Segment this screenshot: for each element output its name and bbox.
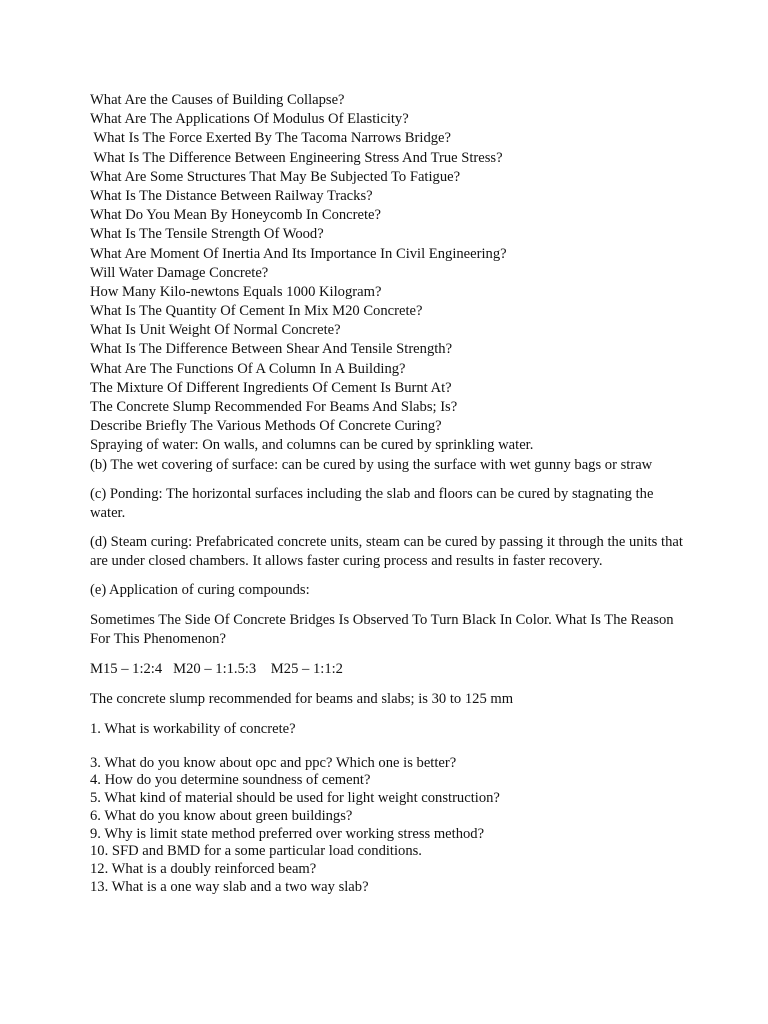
paragraph-ponding: (c) Ponding: The horizontal surfaces including the slab and floors can be cured by stagnating the water. <box>90 485 654 521</box>
numbered-question: 12. What is a doubly reinforced beam? <box>90 860 317 877</box>
question-line: What Are Moment Of Inertia And Its Importance In Civil Engineering? <box>90 245 507 262</box>
paragraph-steam-curing: (d) Steam curing: Prefabricated concrete units, steam can be cured by passing it through the units that are under closed chambers. It allows faster curing process and results in faster recovery. <box>90 533 683 569</box>
question-line: What Is The Difference Between Shear And Tensile Strength? <box>90 341 453 358</box>
question-line: What Is Unit Weight Of Normal Concrete? <box>90 322 341 339</box>
question-line: What Is The Quantity Of Cement In Mix M20 Concrete? <box>90 303 423 320</box>
question-line: What Is The Force Exerted By The Tacoma Narrows Bridge? <box>90 130 452 147</box>
numbered-question: 4. How do you determine soundness of cement? <box>90 772 371 789</box>
question-line: The Mixture Of Different Ingredients Of Cement Is Burnt At? <box>90 379 452 396</box>
question-line: What Is The Difference Between Engineering Stress And True Stress? <box>90 149 503 166</box>
document-page <box>90 91 690 896</box>
curing-method-line: Spraying of water: On walls, and columns can be cured by sprinkling water. <box>90 437 534 454</box>
paragraph-mix-ratios: M15 – 1:2:4 M20 – 1:1.5:3 M25 – 1:1:2 <box>90 660 343 677</box>
question-line: What Are The Applications Of Modulus Of Elasticity? <box>90 111 409 128</box>
question-list-top <box>90 91 690 475</box>
question-line: What Are The Functions Of A Column In A Building? <box>90 360 406 377</box>
question-line: Will Water Damage Concrete? <box>90 264 269 281</box>
question-line: What Is The Distance Between Railway Tracks? <box>90 187 373 204</box>
paragraph-slump: The concrete slump recommended for beams and slabs; is 30 to 125 mm <box>90 690 514 707</box>
question-line: The Concrete Slump Recommended For Beams And Slabs; Is? <box>90 399 458 415</box>
question-list-bottom <box>90 755 690 897</box>
question-line: What Do You Mean By Honeycomb In Concrete? <box>90 207 382 224</box>
numbered-question: 6. What do you know about green buildings? <box>90 807 353 824</box>
numbered-question: 3. What do you know about opc and ppc? Which one is better? <box>90 754 457 771</box>
numbered-question: 9. Why is limit state method preferred over working stress method? <box>90 825 485 842</box>
numbered-question: 5. What kind of material should be used for light weight construction? <box>90 790 500 807</box>
paragraph-black-bridges: Sometimes The Side Of Concrete Bridges Is Observed To Turn Black In Color. What Is The Reason For This Phenomenon? <box>90 611 674 647</box>
paragraph-workability: 1. What is workability of concrete? <box>90 720 296 737</box>
question-line: Describe Briefly The Various Methods Of Concrete Curing? <box>90 418 442 435</box>
curing-method-line: (b) The wet covering of surface: can be cured by using the surface with wet gunny bags or straw <box>90 456 653 473</box>
question-line: How Many Kilo-newtons Equals 1000 Kilogram? <box>90 283 382 300</box>
question-line: What Are Some Structures That May Be Subjected To Fatigue? <box>90 168 461 185</box>
numbered-question: 10. SFD and BMD for a some particular load conditions. <box>90 843 422 860</box>
numbered-question: 13. What is a one way slab and a two way slab? <box>90 878 369 895</box>
question-line: What Is The Tensile Strength Of Wood? <box>90 226 324 243</box>
question-line: What Are the Causes of Building Collapse? <box>90 92 345 108</box>
paragraph-curing-compounds: (e) Application of curing compounds: <box>90 581 310 598</box>
